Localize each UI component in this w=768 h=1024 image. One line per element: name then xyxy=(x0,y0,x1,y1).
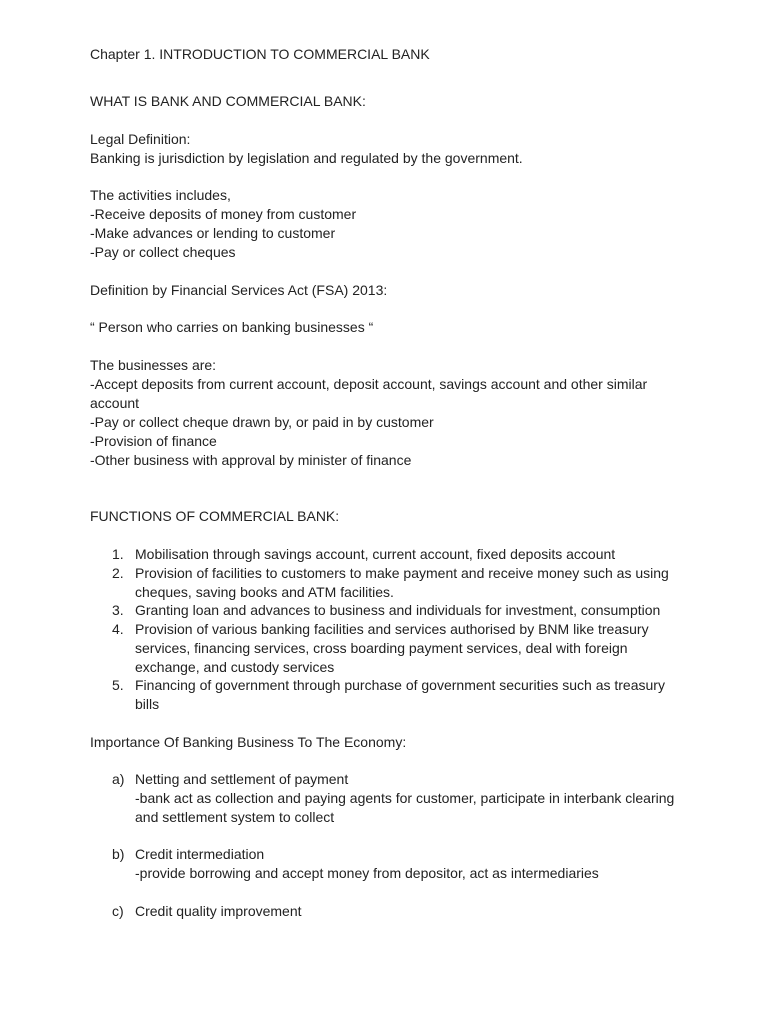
importance-heading: Importance Of Banking Business To The Economy: xyxy=(90,734,407,750)
importance-item-detail: -bank act as collection and paying agents for customer, participate in interbank clearing and settlement system to collect xyxy=(135,790,675,825)
fsa-definition-heading: Definition by Financial Services Act (FSA) 2013: xyxy=(90,282,388,298)
list-marker: 3. xyxy=(112,602,124,618)
importance-item-title: Credit intermediation xyxy=(135,846,265,862)
function-item: Mobilisation through savings account, current account, fixed deposits account xyxy=(135,546,616,562)
function-item: Provision of various banking facilities and services authorised by BNM like treasury services, financing services, cross boarding payment services, deal with foreign exchange, and custody services xyxy=(135,621,649,675)
business-item: -Accept deposits from current account, deposit account, savings account and other similar account xyxy=(90,376,648,411)
list-marker: 5. xyxy=(112,677,124,693)
legal-definition-text: Banking is jurisdiction by legislation and regulated by the government. xyxy=(90,150,523,166)
business-item: -Other business with approval by minister of finance xyxy=(90,452,412,468)
list-marker: 4. xyxy=(112,621,124,637)
list-marker: c) xyxy=(112,903,124,919)
businesses-heading: The businesses are: xyxy=(90,357,217,373)
list-marker: 2. xyxy=(112,565,124,581)
function-item: Provision of facilities to customers to make payment and receive money such as using cheques, saving books and ATM facilities. xyxy=(135,565,669,600)
activity-item: -Receive deposits of money from customer xyxy=(90,206,357,222)
list-marker: 1. xyxy=(112,546,124,562)
legal-definition-heading: Legal Definition: xyxy=(90,131,191,147)
function-item: Financing of government through purchase of government securities such as treasury bills xyxy=(135,677,665,712)
list-marker: a) xyxy=(112,771,125,787)
activity-item: -Pay or collect cheques xyxy=(90,244,236,260)
functions-heading: FUNCTIONS OF COMMERCIAL BANK: xyxy=(90,508,340,524)
activities-heading: The activities includes, xyxy=(90,187,231,203)
fsa-quote: “ Person who carries on banking businesses “ xyxy=(90,319,374,335)
importance-item-detail: -provide borrowing and accept money from depositor, act as intermediaries xyxy=(135,865,599,881)
importance-item-title: Credit quality improvement xyxy=(135,903,302,919)
importance-item-title: Netting and settlement of payment xyxy=(135,771,349,787)
list-marker: b) xyxy=(112,846,125,862)
business-item: -Pay or collect cheque drawn by, or paid in by customer xyxy=(90,414,434,430)
activity-item: -Make advances or lending to customer xyxy=(90,225,336,241)
business-item: -Provision of finance xyxy=(90,433,217,449)
chapter-title: Chapter 1. INTRODUCTION TO COMMERCIAL BANK xyxy=(90,46,430,62)
function-item: Granting loan and advances to business and individuals for investment, consumption xyxy=(135,602,661,618)
section-heading-what-is-bank: WHAT IS BANK AND COMMERCIAL BANK: xyxy=(90,93,366,109)
